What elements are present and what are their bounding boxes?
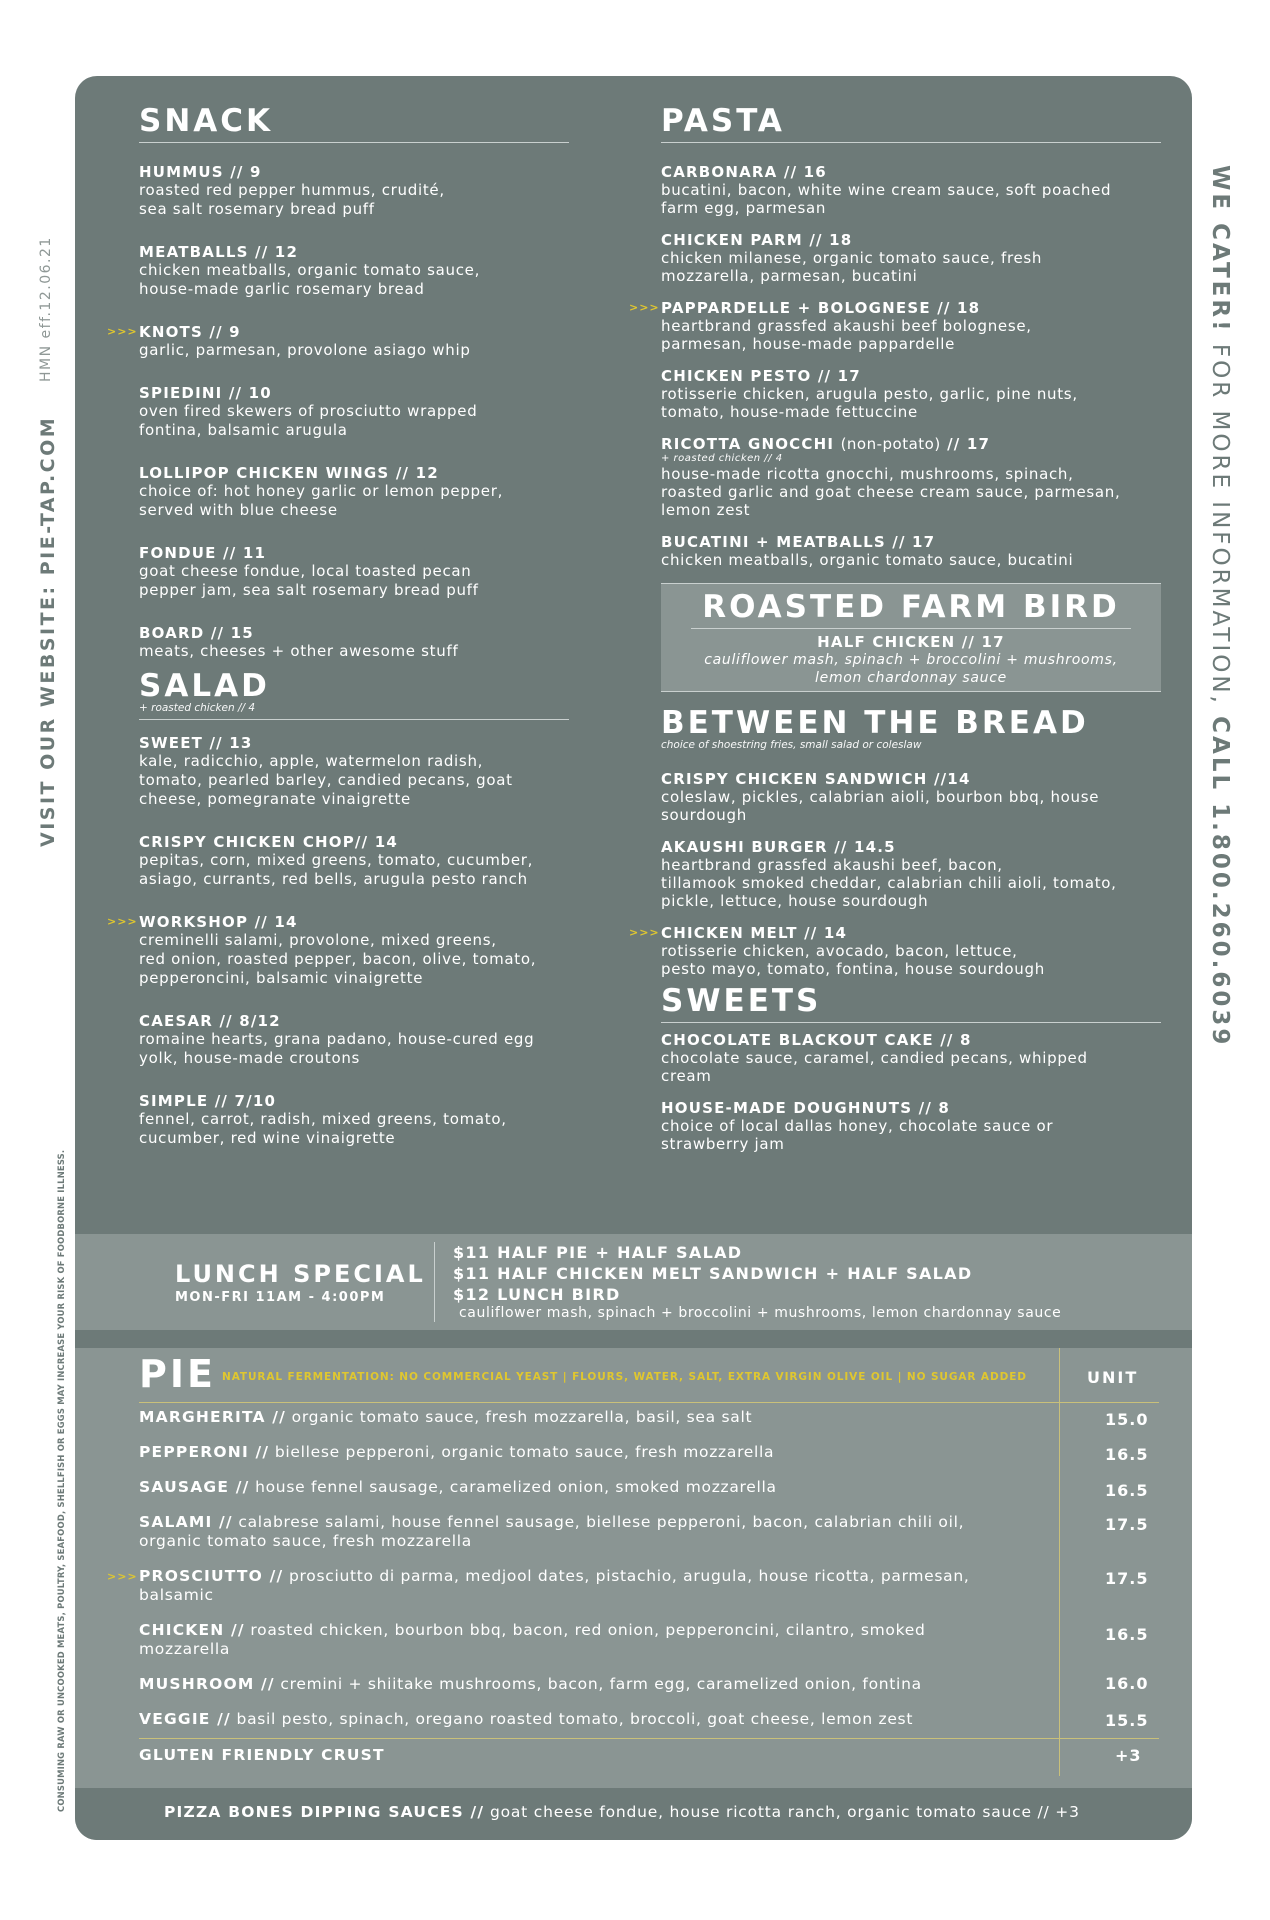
menu-item-crispy-sandwich <box>661 770 1161 824</box>
menu-item-pappardelle <box>629 299 1161 354</box>
pie-desc: cremini + shiitake mushrooms, bacon, farm egg, caramelized onion, fontina <box>274 1675 922 1693</box>
cater-info: FOR MORE INFORMATION, <box>1207 333 1233 717</box>
menu-item-board <box>139 624 569 661</box>
menu-item-blackout-cake <box>661 1031 1161 1085</box>
pie-desc: calabrese salami, house fennel sausage, biellese pepperoni, bacon, calabrian chili oil, organic tomato sauce, fresh mozzarella <box>139 1513 965 1550</box>
item-name: CAESAR // 8/12 <box>139 1011 281 1030</box>
unit-header: UNIT <box>1087 1368 1139 1387</box>
item-name-text: KNOTS // 9 <box>139 323 241 342</box>
bones-desc: goat cheese fondue, house ricotta ranch, organic tomato sauce // +3 <box>484 1803 1080 1821</box>
item-desc: chocolate sauce, caramel, candied pecans, whipped cream <box>661 1048 1088 1085</box>
item-name: AKAUSHI BURGER // 14.5 <box>661 837 896 856</box>
sweets-rule <box>661 1022 1161 1023</box>
item-desc: heartbrand grassfed akaushi beef bolognese, parmesan, house-made pappardelle <box>661 317 1032 354</box>
pie-desc: organic tomato sauce, fresh mozzarella, basil, sea salt <box>286 1408 753 1426</box>
item-name: BOARD // 15 <box>139 624 254 643</box>
pie-price: 17.5 <box>1105 1569 1149 1588</box>
item-name-text: PAPPARDELLE + BOLOGNESE // 18 <box>661 299 981 318</box>
lunch-offer: $11 HALF PIE + HALF SALAD <box>453 1243 743 1262</box>
item-desc: choice of: hot honey garlic or lemon pepper, served with blue cheese <box>139 482 504 520</box>
pie-row-mushroom <box>139 1675 1039 1694</box>
item-desc: bucatini, bacon, white wine cream sauce, soft poached farm egg, parmesan <box>661 181 1112 218</box>
item-name-text: WORKSHOP // 14 <box>139 912 298 931</box>
lunch-offers <box>453 1242 1061 1321</box>
item-name <box>661 435 1161 453</box>
featured-marker: >>> <box>107 1570 138 1583</box>
farm-bird-rule <box>691 628 1131 629</box>
featured-marker: >>> <box>629 925 660 939</box>
gluten-price: +3 <box>1115 1746 1142 1765</box>
pie-name: MUSHROOM // <box>139 1675 275 1693</box>
snack-rule <box>139 142 569 143</box>
item-desc: kale, radicchio, apple, watermelon radish, tomato, pearled barley, candied pecans, goat cheese, pomegranate vinaigrette <box>139 751 513 808</box>
item-desc: heartbrand grassfed akaushi beef, bacon, tillamook smoked cheddar, calabrian chili aioli, tomato, pickle, lettuce, house sourdough <box>661 855 1117 910</box>
pie-row-veggie <box>139 1710 1039 1729</box>
pie-name: CHICKEN // <box>139 1621 245 1639</box>
pie-price: 16.5 <box>1105 1445 1149 1464</box>
pie-price: 16.5 <box>1105 1625 1149 1644</box>
pie-title: PIE <box>139 1352 216 1396</box>
pizza-bones-text <box>164 1803 1080 1821</box>
item-name: FONDUE // 11 <box>139 544 267 563</box>
pie-desc: basil pesto, spinach, oregano roasted tomato, broccoli, goat cheese, lemon zest <box>230 1710 914 1728</box>
lunch-special-band <box>75 1234 1192 1330</box>
pie-price: 17.5 <box>1105 1515 1149 1534</box>
bread-subtitle: choice of shoestring fries, small salad or coleslaw <box>661 739 922 752</box>
item-desc: romaine hearts, grana padano, house-cured egg yolk, house-made croutons <box>139 1029 535 1067</box>
item-desc: chicken meatballs, organic tomato sauce, house-made garlic rosemary bread <box>139 261 481 299</box>
item-name: HOUSE-MADE DOUGHNUTS // 8 <box>661 1098 951 1117</box>
menu-item-sweet <box>139 734 569 809</box>
pie-price: 16.0 <box>1105 1674 1149 1693</box>
featured-marker: >>> <box>629 301 660 315</box>
menu-item-simple <box>139 1092 569 1148</box>
item-price: // 17 <box>940 435 991 454</box>
price-column-divider <box>1059 1348 1060 1776</box>
item-name: HUMMUS // 9 <box>139 163 262 182</box>
lunch-title: LUNCH SPECIAL <box>175 1260 426 1288</box>
roasted-farm-bird-box <box>661 583 1161 692</box>
pie-header-rule <box>139 1402 1159 1403</box>
right-column <box>629 103 1161 1153</box>
foodborne-warning: CONSUMING RAW OR UNCOOKED MEATS, POULTRY, SEAFOOD, SHELLFISH OR EGGS MAY INCREASE YOUR RISK OF FOODBORNE ILLNESS. <box>56 1149 66 1812</box>
pie-row-chicken <box>139 1621 1039 1659</box>
gluten-name: GLUTEN FRIENDLY CRUST <box>139 1746 385 1764</box>
item-desc: rotisserie chicken, avocado, bacon, lettuce, pesto mayo, tomato, fontina, house sourdough <box>661 941 1045 978</box>
pie-section <box>75 1348 1192 1788</box>
pasta-rule <box>661 142 1161 143</box>
pie-name: PEPPERONI // <box>139 1443 270 1461</box>
effective-date: HMN eff.12.06.21 <box>38 236 54 382</box>
pie-row-salami <box>139 1513 1039 1551</box>
bones-name: PIZZA BONES DIPPING SAUCES // <box>164 1803 485 1821</box>
menu-item-ricotta-gnocchi <box>661 435 1161 519</box>
pie-desc: biellese pepperoni, organic tomato sauce, fresh mozzarella <box>269 1443 775 1461</box>
bread-title: BETWEEN THE BREAD <box>661 705 1089 742</box>
menu-item-chicken-pesto <box>661 367 1161 421</box>
item-desc: chicken milanese, organic tomato sauce, fresh mozzarella, parmesan, bucatini <box>661 249 1043 286</box>
cater-phone: CALL 1.800.260.6039 <box>1207 716 1233 1048</box>
item-name <box>629 923 1161 942</box>
website-vertical: VISIT OUR WEBSITE: PIE-TAP.COM <box>37 415 59 847</box>
item-desc: house-made ricotta gnocchi, mushrooms, spinach, roasted garlic and goat cheese cream sauce, parmesan, lemon zest <box>661 465 1121 520</box>
lunch-offer: $12 LUNCH BIRD <box>453 1285 621 1304</box>
item-name: CHICKEN PESTO // 17 <box>661 367 861 386</box>
item-desc: pepitas, corn, mixed greens, tomato, cucumber, asiago, currants, red bells, arugula pesto ranch <box>139 850 534 888</box>
pie-price: 15.5 <box>1105 1711 1149 1730</box>
lunch-divider <box>434 1242 435 1322</box>
item-desc: choice of local dallas honey, chocolate sauce or strawberry jam <box>661 1116 1054 1153</box>
snack-title: SNACK <box>139 103 274 139</box>
farm-bird-item-name: HALF CHICKEN // 17 <box>817 633 1005 652</box>
pasta-title: PASTA <box>661 103 785 139</box>
item-name: CHICKEN PARM // 18 <box>661 231 853 250</box>
menu-item-wings <box>139 464 569 520</box>
pie-tagline: NATURAL FERMENTATION: NO COMMERCIAL YEAST | FLOURS, WATER, SALT, EXTRA VIRGIN OLIVE OIL | NO SUGAR ADDED <box>222 1371 1027 1383</box>
item-desc: chicken meatballs, organic tomato sauce, bucatini <box>661 551 1074 570</box>
item-name-qualifier: (non-potato) <box>840 435 941 454</box>
item-name: SPIEDINI // 10 <box>139 384 272 403</box>
pie-row-sausage <box>139 1478 1039 1497</box>
item-name-text: RICOTTA GNOCCHI <box>661 435 841 454</box>
pie-name: SALAMI // <box>139 1513 233 1531</box>
menu-item-meatballs <box>139 243 569 299</box>
item-name <box>107 323 569 342</box>
menu-item-fondue <box>139 544 569 600</box>
gluten-rule <box>139 1738 1159 1739</box>
item-addon-note: + roasted chicken // 4 <box>661 453 783 465</box>
pie-name: MARGHERITA // <box>139 1408 287 1426</box>
pie-price: 16.5 <box>1105 1481 1149 1500</box>
pie-desc: prosciutto di parma, medjool dates, pistachio, arugula, house ricotta, parmesan, balsamic <box>139 1567 970 1604</box>
sweets-title: SWEETS <box>661 982 822 1019</box>
menu-item-carbonara <box>661 163 1161 217</box>
featured-marker: >>> <box>107 914 138 928</box>
item-name: MEATBALLS // 12 <box>139 243 299 262</box>
menu-item-spiedini <box>139 384 569 440</box>
menu-item-crispy-chop <box>139 833 569 889</box>
menu-item-chicken-parm <box>661 231 1161 285</box>
menu-item-akaushi-burger <box>661 838 1161 910</box>
pie-name: VEGGIE // <box>139 1710 231 1728</box>
pie-row-pepperoni <box>139 1443 1039 1462</box>
item-desc: goat cheese fondue, local toasted pecan pepper jam, sea salt rosemary bread puff <box>139 562 479 600</box>
pie-desc: house fennel sausage, caramelized onion, smoked mozzarella <box>249 1478 777 1496</box>
item-name: CHOCOLATE BLACKOUT CAKE // 8 <box>661 1030 972 1049</box>
item-name: SIMPLE // 7/10 <box>139 1091 277 1110</box>
catering-vertical <box>1207 165 1233 1047</box>
salad-title: SALAD <box>139 668 270 705</box>
item-desc: oven fired skewers of prosciutto wrapped fontina, balsamic arugula <box>139 402 478 440</box>
item-name: CRISPY CHICKEN SANDWICH //14 <box>661 769 971 788</box>
menu-item-doughnuts <box>661 1099 1161 1153</box>
item-name-text: CHICKEN MELT // 14 <box>661 923 848 942</box>
menu-panel <box>75 76 1192 1840</box>
pie-row-prosciutto <box>139 1567 1039 1605</box>
lunch-hours: MON-FRI 11AM - 4:00PM <box>175 1290 386 1305</box>
pie-name: SAUSAGE // <box>139 1478 250 1496</box>
item-desc: coleslaw, pickles, calabrian aioli, bourbon bbq, house sourdough <box>661 787 1100 824</box>
item-desc: creminelli salami, provolone, mixed greens, red onion, roasted pepper, bacon, olive, tomato, pepperoncini, balsamic vinaigrette <box>139 930 537 987</box>
pie-row-gluten <box>139 1746 1039 1765</box>
menu-item-hummus <box>139 163 569 219</box>
item-name: BUCATINI + MEATBALLS // 17 <box>661 533 936 552</box>
farm-bird-item-desc: cauliflower mash, spinach + broccolini + mushrooms, lemon chardonnay sauce <box>704 652 1118 687</box>
menu-item-chicken-melt <box>629 923 1161 978</box>
item-name: CRISPY CHICKEN CHOP// 14 <box>139 832 398 851</box>
featured-marker: >>> <box>107 325 138 339</box>
pie-name: PROSCIUTTO // <box>139 1567 284 1585</box>
item-desc: meats, cheeses + other awesome stuff <box>139 642 459 661</box>
item-name <box>107 912 569 931</box>
farm-bird-title: ROASTED FARM BIRD <box>702 589 1120 626</box>
cater-heading: WE CATER! <box>1207 165 1233 334</box>
item-desc: fennel, carrot, radish, mixed greens, tomato, cucumber, red wine vinaigrette <box>139 1109 507 1147</box>
pie-row-margherita <box>139 1408 1039 1427</box>
salad-subtitle: + roasted chicken // 4 <box>139 702 256 715</box>
pie-price: 15.0 <box>1105 1410 1149 1429</box>
pizza-bones-band <box>75 1788 1192 1840</box>
menu-item-caesar <box>139 1012 569 1068</box>
item-desc: rotisserie chicken, arugula pesto, garlic, pine nuts, tomato, house-made fettuccine <box>661 385 1078 422</box>
item-name: CARBONARA // 16 <box>661 163 827 182</box>
item-name: LOLLIPOP CHICKEN WINGS // 12 <box>139 464 439 483</box>
pie-desc: roasted chicken, bourbon bbq, bacon, red onion, pepperoncini, cilantro, smoked mozzarella <box>139 1621 926 1658</box>
salad-rule <box>139 719 569 720</box>
left-column <box>107 103 569 1148</box>
item-name: SWEET // 13 <box>139 733 253 752</box>
item-name <box>629 299 1161 318</box>
lunch-bird-note: cauliflower mash, spinach + broccolini + mushrooms, lemon chardonnay sauce <box>459 1305 1062 1321</box>
menu-item-workshop <box>107 912 569 988</box>
menu-item-bucatini <box>661 533 1161 569</box>
lunch-offer: $11 HALF CHICKEN MELT SANDWICH + HALF SALAD <box>453 1264 973 1283</box>
menu-item-knots <box>107 323 569 360</box>
item-desc: roasted red pepper hummus, crudité, sea salt rosemary bread puff <box>139 181 445 219</box>
item-desc: garlic, parmesan, provolone asiago whip <box>139 341 471 360</box>
